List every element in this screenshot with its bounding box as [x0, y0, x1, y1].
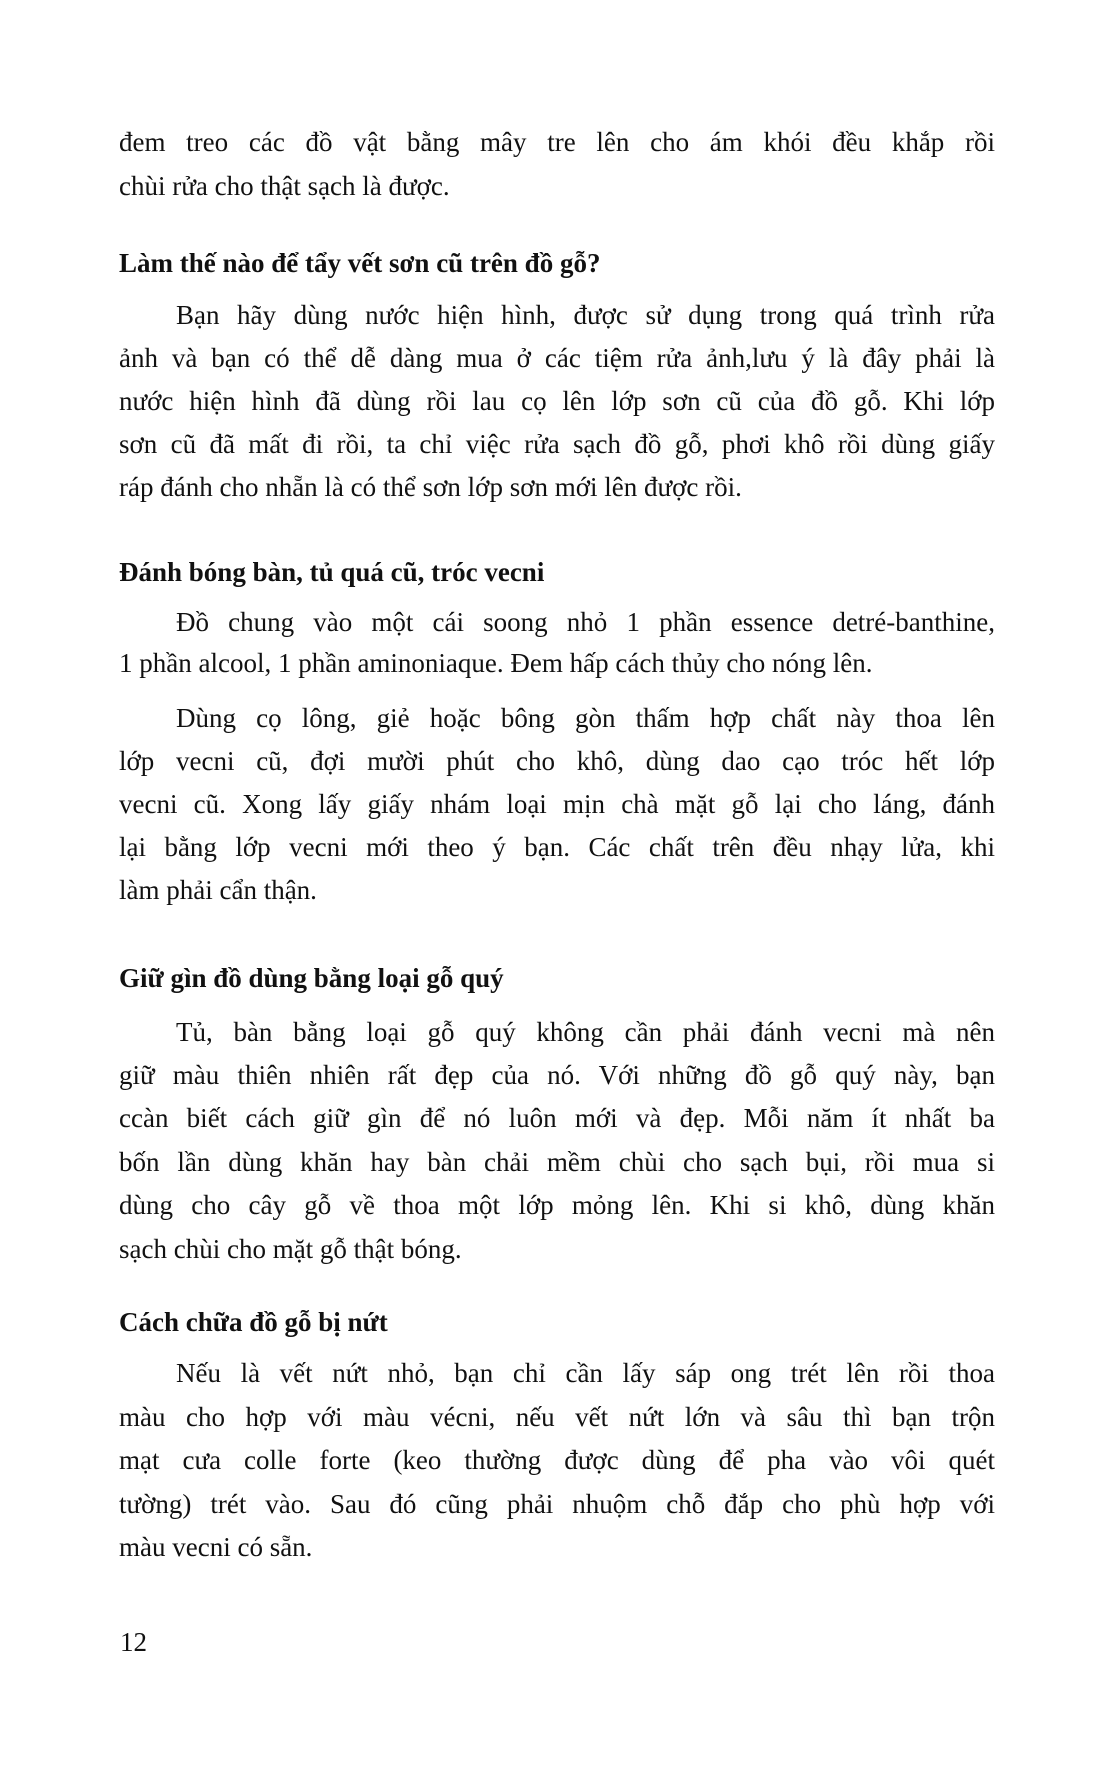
body-line: lại bằng lớp vecni mới theo ý bạn. Các chất trên đều nhạy lửa, khi [119, 832, 995, 862]
body-line: đem treo các đồ vật bằng mây tre lên cho ám khói đều khắp rồi [119, 127, 995, 157]
body-line: dùng cho cây gỗ về thoa một lớp mỏng lên. Khi si khô, dùng khăn [119, 1190, 995, 1220]
body-line: mạt cưa colle forte (keo thường được dùng để pha vào vôi quét [119, 1445, 995, 1475]
page-number: 12 [120, 1627, 147, 1657]
body-line: ảnh và bạn có thể dễ dàng mua ở các tiệm rửa ảnh,lưu ý là đây phải là [119, 343, 995, 373]
body-line: vecni cũ. Xong lấy giấy nhám loại mịn chà mặt gỗ lại cho láng, đánh [119, 789, 995, 819]
body-line: ccàn biết cách giữ gìn để nó luôn mới và đẹp. Mỗi năm ít nhất ba [119, 1103, 995, 1133]
body-line: Nếu là vết nứt nhỏ, bạn chỉ cần lấy sáp ong trét lên rồi thoa [176, 1358, 995, 1388]
body-line: Bạn hãy dùng nước hiện hình, được sử dụng trong quá trình rửa [176, 300, 995, 330]
body-line: làm phải cẩn thận. [119, 875, 317, 905]
body-line: chùi rửa cho thật sạch là được. [119, 171, 450, 201]
body-line: bốn lần dùng khăn hay bàn chải mềm chùi cho sạch bụi, rồi mua si [119, 1147, 995, 1177]
body-line: tường) trét vào. Sau đó cũng phải nhuộm chỗ đắp cho phù hợp với [119, 1489, 995, 1519]
body-line: màu cho hợp với màu vécni, nếu vết nứt lớn và sâu thì bạn trộn [119, 1402, 995, 1432]
body-line: Đồ chung vào một cái soong nhỏ 1 phần essence detré-banthine, [176, 607, 995, 637]
section-heading: Đánh bóng bàn, tủ quá cũ, tróc vecni [119, 557, 545, 587]
section-heading: Làm thế nào để tẩy vết sơn cũ trên đồ gỗ? [119, 248, 601, 278]
body-line: giữ màu thiên nhiên rất đẹp của nó. Với những đồ gỗ quý này, bạn [119, 1060, 995, 1090]
body-line: 1 phần alcool, 1 phần aminoniaque. Đem hấp cách thủy cho nóng lên. [119, 648, 873, 678]
body-line: Dùng cọ lông, giẻ hoặc bông gòn thấm hợp chất này thoa lên [176, 703, 995, 733]
body-line: màu vecni có sẵn. [119, 1532, 313, 1562]
body-line: Tủ, bàn bằng loại gỗ quý không cần phải đánh vecni mà nên [176, 1017, 995, 1047]
body-line: sơn cũ đã mất đi rồi, ta chỉ việc rửa sạch đồ gỗ, phơi khô rồi dùng giấy [119, 429, 995, 459]
body-line: nước hiện hình đã dùng rồi lau cọ lên lớp sơn cũ của đồ gỗ. Khi lớp [119, 386, 995, 416]
body-line: sạch chùi cho mặt gỗ thật bóng. [119, 1234, 462, 1264]
body-line: lớp vecni cũ, đợi mười phút cho khô, dùng dao cạo tróc hết lớp [119, 746, 995, 776]
section-heading: Giữ gìn đồ dùng bằng loại gỗ quý [119, 963, 504, 993]
section-heading: Cách chữa đồ gỗ bị nứt [119, 1307, 388, 1337]
body-line: ráp đánh cho nhẵn là có thể sơn lớp sơn mới lên được rồi. [119, 472, 742, 502]
